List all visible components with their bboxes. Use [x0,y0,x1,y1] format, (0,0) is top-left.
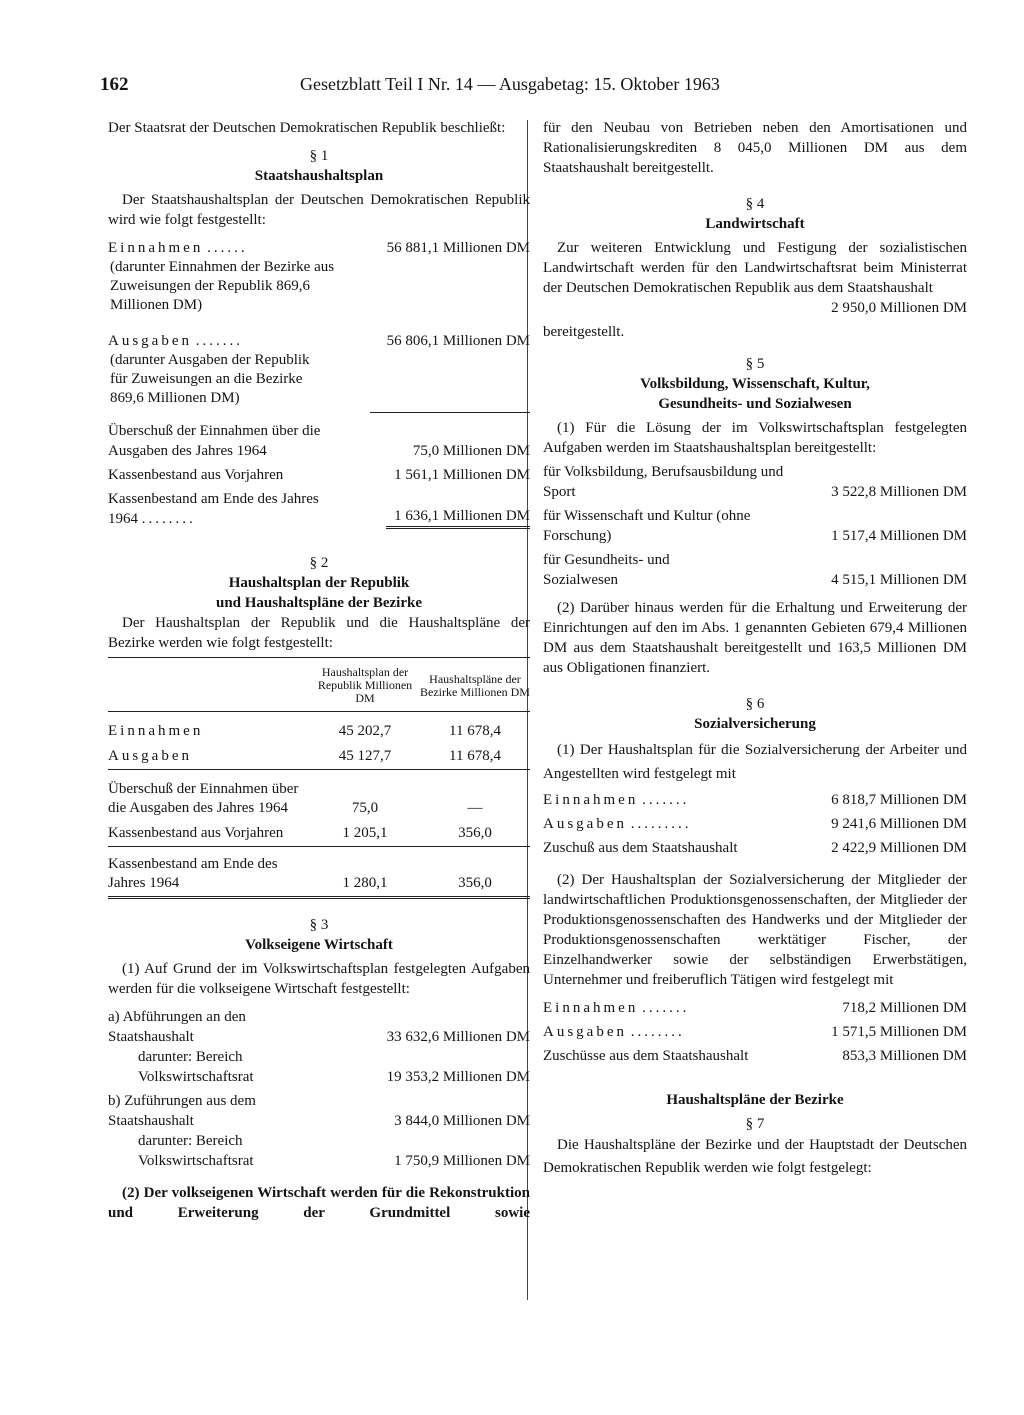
section-3-text: (1) Auf Grund der im Volkswirtschaftsplan festgelegten Aufgaben werden für die volkseigene Wirtschaft festgestellt: [108,961,530,997]
sv-row [543,998,967,1018]
table-row [108,770,530,822]
page-number: 162 [100,74,129,95]
table-cell-republik: 45 202,7 [338,723,392,739]
list-item [543,462,967,502]
ausgaben-note: (darunter Ausgaben der Republik für Zuweisungen an die Bezirke 869,6 Millionen DM) [110,352,310,406]
section-2-number: § 2 [309,555,329,571]
section-7-text: Die Haushaltspläne der Bezirke und der Hauptstadt der Deutschen Demokratischen Republik werden wie folgt festgelegt: [543,1137,967,1176]
section-2-text: Der Haushaltsplan der Republik und die Haushaltspläne der Bezirke werden wie folgt festgestellt: [108,615,530,651]
sv-row-label: Einnahmen [543,1000,639,1016]
sv-row-dots: ....... [642,1000,690,1016]
left-column [108,118,530,1223]
sv-row-label: Zuschüsse aus dem Staatshaushalt [543,1048,749,1064]
table-row [108,712,530,745]
ueberschuss-value: 75,0 Millionen DM [412,443,530,459]
kasse-ende-value: 1 636,1 Millionen DM [386,506,530,529]
einnahmen-row [108,238,530,258]
sv-row-dots: ......... [630,816,692,832]
ausgaben-row [108,331,530,351]
abfuehrungen-sub-row [108,1047,530,1087]
sv-row [543,838,967,858]
kasse-vorjahr-value: 1 561,1 Millionen DM [394,467,530,483]
section-4-end: bereitgestellt. [543,324,625,340]
einnahmen-value: 56 881,1 Millionen DM [386,240,530,256]
section-5-text: (1) Für die Lösung der im Volkswirtschaftsplan festgelegten Aufgaben werden im Staatshaushaltsplan bereitgestellt: [543,420,967,456]
section-2-title-1: Haushaltsplan der Republik [228,575,410,591]
zufuehrungen-sub-row [108,1131,530,1171]
section-1-title: Staatshaushaltsplan [254,168,384,184]
section-3-title: Volkseigene Wirtschaft [245,937,393,953]
table-cell-republik: 45 127,7 [338,748,392,764]
sv-row [543,814,967,834]
sv-row-value: 2 422,9 Millionen DM [831,840,967,856]
table-cell-bezirke: — [467,800,483,816]
table-header-row [108,658,530,712]
table-cell-label: Ausgaben [108,748,192,764]
einnahmen-label: Einnahmen [108,240,204,256]
section-4-title: Landwirtschaft [705,216,805,232]
list-item-label: für Wissenschaft und Kultur (ohne Forschung) [543,508,751,544]
table-cell-bezirke: 356,0 [458,825,492,841]
section-1-number: § 1 [309,148,329,164]
section-5-title-2: Gesundheits- und Sozialwesen [658,396,852,412]
intro-text: Der Staatsrat der Deutschen Demokratischen Republik beschließt: [108,120,506,136]
zufuehrungen-sub-label: darunter: Bereich Volkswirtschaftsrat [138,1133,254,1169]
table-cell-label: Kassenbestand aus Vorjahren [108,825,284,841]
page-heading: Gesetzblatt Teil I Nr. 14 — Ausgabetag: 15. Oktober 1963 [300,74,720,94]
sv-row [543,1022,967,1042]
sv-row-label: Einnahmen [543,792,639,808]
kasse-vorjahr-label: Kassenbestand aus Vorjahren [108,467,284,483]
section-5-number: § 5 [745,356,765,372]
sv-row-value: 6 818,7 Millionen DM [831,792,967,808]
section-6-text: (1) Der Haushaltsplan für die Sozialversicherung der Arbeiter und Angestellten wird festgelegt mit [543,742,967,782]
abfuehrungen-value: 33 632,6 Millionen DM [386,1029,530,1045]
section-3-continuation: für den Neubau von Betrieben neben den Amortisationen und Rationalisierungskrediten 8 045,0 Millionen DM aus dem Staatshaushalt bereitgestellt. [543,120,967,176]
zufuehrungen-sub-value: 1 750,9 Millionen DM [394,1153,530,1169]
section-4-value: 2 950,0 Millionen DM [831,300,967,316]
zufuehrungen-row [108,1091,530,1131]
table-cell-republik: 1 205,1 [342,825,388,841]
section-6-number: § 6 [745,696,765,712]
zufuehrungen-label: b) Zuführungen aus dem Staatshaushalt [108,1093,256,1129]
table-row [108,744,530,770]
kasse-ende-label: Kassenbestand am Ende des Jahres 1964 [108,491,319,527]
page-header [100,74,780,104]
section-3-text-2: (2) Der volkseigenen Wirtschaft werden für die Rekonstruktion und Erweiterung der Grundmittel sowie [108,1185,530,1221]
section-6-title: Sozialversicherung [694,716,816,732]
haushalt-table [108,657,530,899]
kasse-vorjahr-row [108,465,530,485]
einnahmen-dots: ...... [207,240,248,256]
section-7-heading: Haushaltspläne der Bezirke [666,1092,844,1108]
table-cell-label: Kassenbestand am Ende des Jahres 1964 [108,856,278,891]
sv-row-value: 1 571,5 Millionen DM [831,1024,967,1040]
table-cell-bezirke: 356,0 [458,875,492,891]
list-item-value: 1 517,4 Millionen DM [831,528,967,544]
sv-row [543,790,967,810]
table-cell-republik: 1 280,1 [342,875,388,891]
ueberschuss-label: Überschuß der Einnahmen über die Ausgaben des Jahres 1964 [108,423,321,459]
table-row [108,847,530,898]
list-item-label: für Gesundheits- und Sozialwesen [543,552,670,588]
section-2-title-2: und Haushaltspläne der Bezirke [215,595,422,611]
list-item-value: 4 515,1 Millionen DM [831,572,967,588]
sv-row-label: Ausgaben [543,1024,627,1040]
section-5-title-1: Volksbildung, Wissenschaft, Kultur, [640,376,870,392]
list-item [543,550,967,590]
zufuehrungen-value: 3 844,0 Millionen DM [394,1113,530,1129]
ausgaben-value: 56 806,1 Millionen DM [386,333,530,349]
ueberschuss-row [108,421,530,461]
table-cell-label: Einnahmen [108,723,204,739]
table-cell-bezirke: 11 678,4 [449,748,501,764]
list-item-label: für Volksbildung, Berufsausbildung und Sport [543,464,784,500]
section-4-text: Zur weiteren Entwicklung und Festigung der sozialistischen Landwirtschaft werden für den Landwirtschaftsrat beim Ministerrat der Deutschen Demokratischen Republik aus dem Staatshaushalt [543,240,967,296]
table-cell-republik: 75,0 [351,800,379,816]
sv-row-value: 853,3 Millionen DM [842,1048,967,1064]
table-cell-label: Überschuß der Einnahmen über die Ausgaben des Jahres 1964 [108,781,299,816]
section-5-text-2: (2) Darüber hinaus werden für die Erhaltung und Erweiterung der Einrichtungen auf den im Abs. 1 genannten Gebieten 679,4 Millionen DM aus dem Staatshaushalt bereitgestellt und 163,5 Millionen DM aus Obligationen finanziert. [543,600,967,676]
section-4-number: § 4 [745,196,765,212]
table-cell-bezirke: 11 678,4 [449,723,501,739]
sv-row-dots: ........ [630,1024,685,1040]
table-header-republik: Haushaltsplan der Republik Millionen DM [310,658,420,712]
sv-row [543,1046,967,1066]
section-3-number: § 3 [309,917,329,933]
sv-row-value: 718,2 Millionen DM [842,1000,967,1016]
abfuehrungen-label: a) Abführungen an den Staatshaushalt [108,1009,246,1045]
section-7-number: § 7 [745,1116,765,1132]
list-item-value: 3 522,8 Millionen DM [831,484,967,500]
table-header-bezirke: Haushaltspläne der Bezirke Millionen DM [420,658,530,712]
sv-row-dots: ....... [642,792,690,808]
ausgaben-dots: ....... [195,333,243,349]
section-6-text-2: (2) Der Haushaltsplan der Sozialversicherung der Mitglieder der landwirtschaftlichen Produktionsgenossenschaften, der Mitglieder der Produktionsgenossenschaften des Handwerks und der Mitglieder der Produktionsgenossenschaften werktätiger Fischer, der Einzelhandwerker sowie der selbständigen Erwerbstätigen, Unternehmer und freiberuflich Tätigen wird festgelegt mit [543,872,967,988]
sv-row-value: 9 241,6 Millionen DM [831,816,967,832]
section-1-text: Der Staatshaushaltsplan der Deutschen Demokratischen Republik wird wie folgt festgestellt: [108,192,530,228]
table-row [108,821,530,847]
right-column [543,118,967,1180]
list-item [543,506,967,546]
einnahmen-note: (darunter Einnahmen der Bezirke aus Zuweisungen der Republik 869,6 Millionen DM) [110,259,335,313]
abfuehrungen-sub-value: 19 353,2 Millionen DM [386,1069,530,1085]
ausgaben-label: Ausgaben [108,333,192,349]
kasse-ende-dots: ........ [141,511,196,527]
abfuehrungen-sub-label: darunter: Bereich Volkswirtschaftsrat [138,1049,254,1085]
kasse-ende-row [108,489,530,529]
sv-row-label: Zuschuß aus dem Staatshaushalt [543,840,738,856]
abfuehrungen-row [108,1007,530,1047]
sv-row-label: Ausgaben [543,816,627,832]
